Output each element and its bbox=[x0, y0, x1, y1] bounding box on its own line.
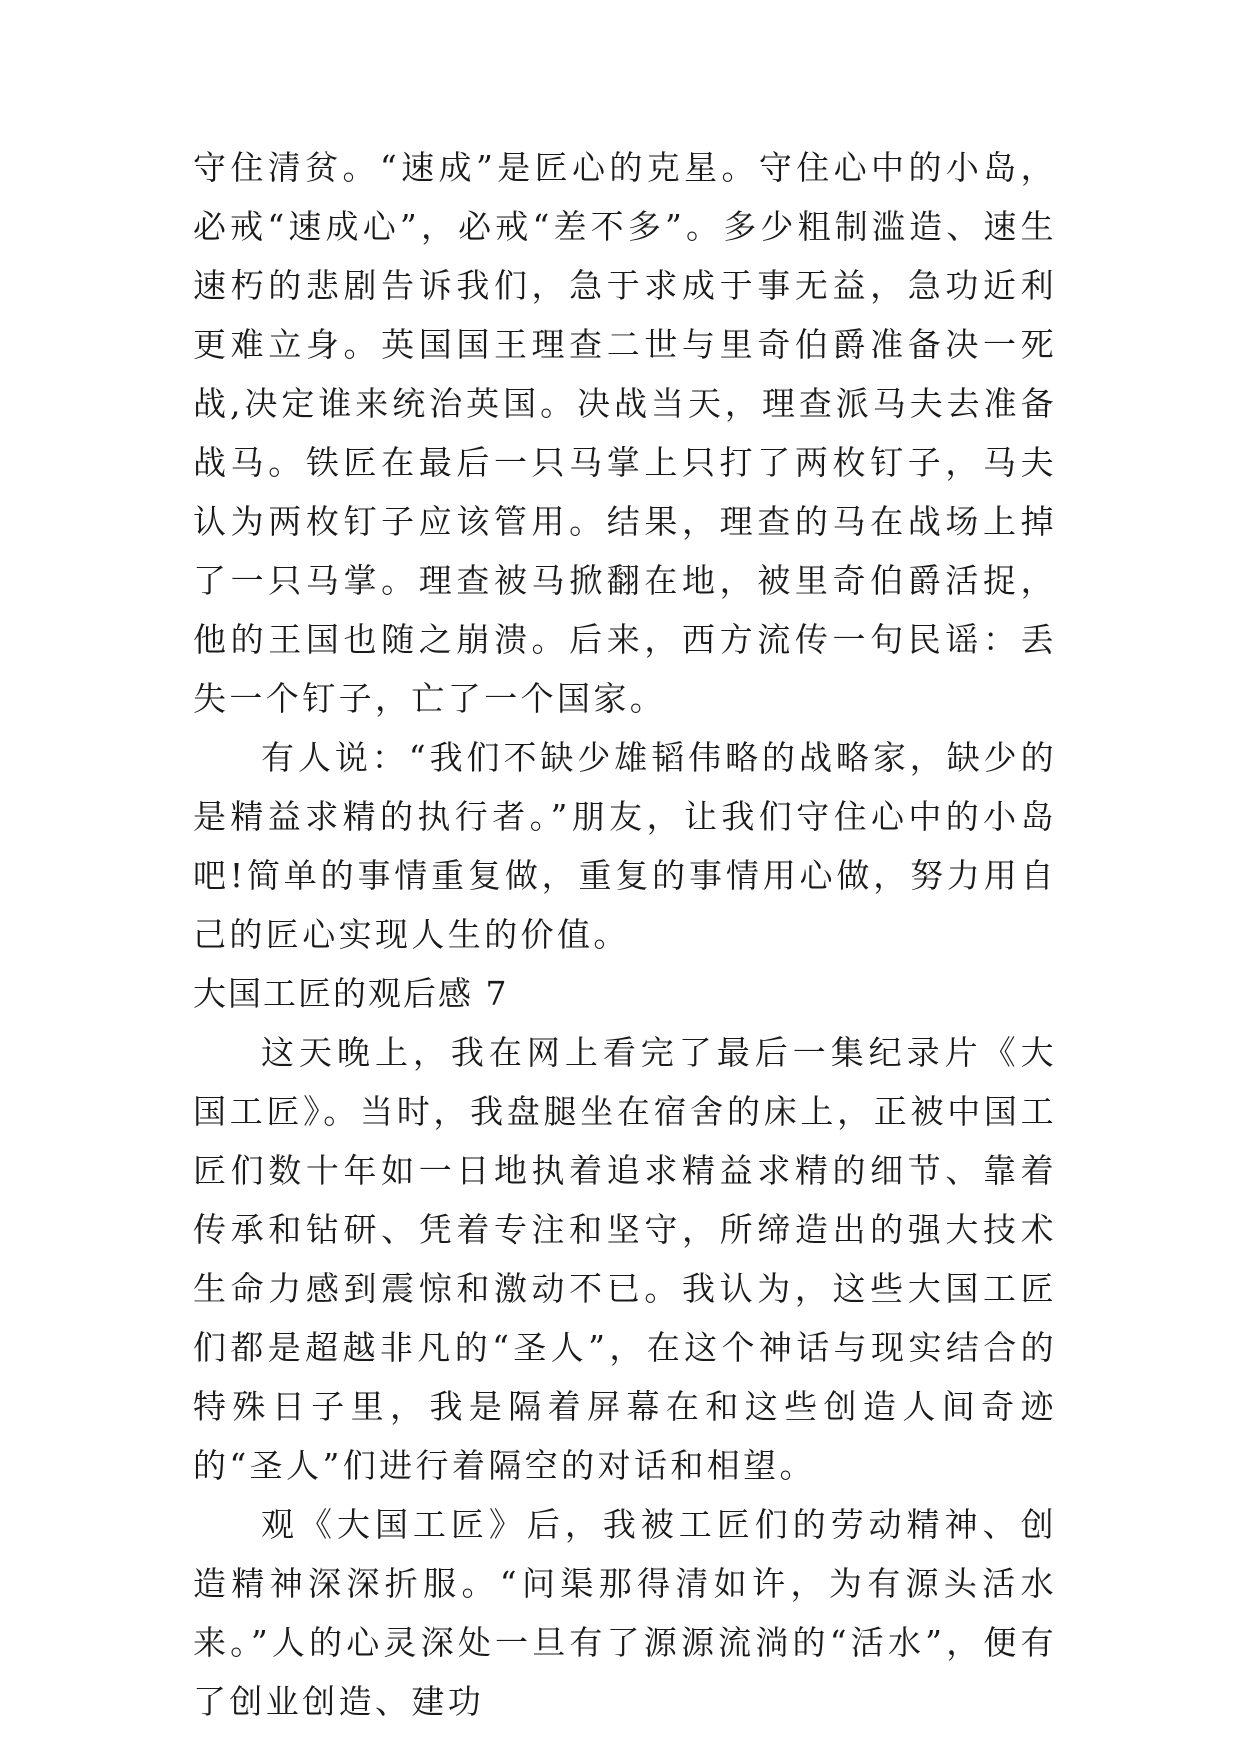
paragraph: 有人说：“我们不缺少雄韬伟略的战略家，缺少的是精益求精的执行者。”朋友，让我们守住心中的小岛吧!简单的事情重复做，重复的事情用心做，努力用自己的匠心实现人生的价值。 bbox=[193, 738, 1057, 954]
section-heading: 大国工匠的观后感 7 bbox=[193, 974, 509, 1013]
paragraph: 守住清贫。“速成”是匠心的克星。守住心中的小岛，必戒“速成心”，必戒“差不多”。多少粗制滥造、速生速朽的悲剧告诉我们，急于求成于事无益，急功近利更难立身。英国国王理查二世与里奇伯爵准备决一死战,决定谁来统治英国。决战当天，理查派马夫去准备战马。铁匠在最后一只马掌上只打了两枚钉子，马夫认为两枚钉子应该管用。结果，理查的马在战场上掉了一只马掌。理查被马掀翻在地，被里奇伯爵活捉，他的王国也随之崩溃。后来，西方流传一句民谣：丢失一个钉子，亡了一个国家。 bbox=[193, 148, 1057, 718]
paragraph: 观《大国工匠》后，我被工匠们的劳动精神、创造精神深深折服。“问渠那得清如许，为有源头活水来。”人的心灵深处一旦有了源源流淌的“活水”，便有了创业创造、建功 bbox=[193, 1505, 1057, 1721]
paragraph: 这天晚上，我在网上看完了最后一集纪录片《大国工匠》。当时，我盘腿坐在宿舍的床上，正被中国工匠们数十年如一日地执着追求精益求精的细节、靠着传承和钻研、凭着专注和坚守，所缔造出的强大技术生命力感到震惊和激动不已。我认为，这些大国工匠们都是超越非凡的“圣人”，在这个神话与现实结合的特殊日子里，我是隔着屏幕在和这些创造人间奇迹的“圣人”们进行着隔空的对话和相望。 bbox=[193, 1033, 1057, 1485]
document-body bbox=[193, 138, 1057, 1731]
